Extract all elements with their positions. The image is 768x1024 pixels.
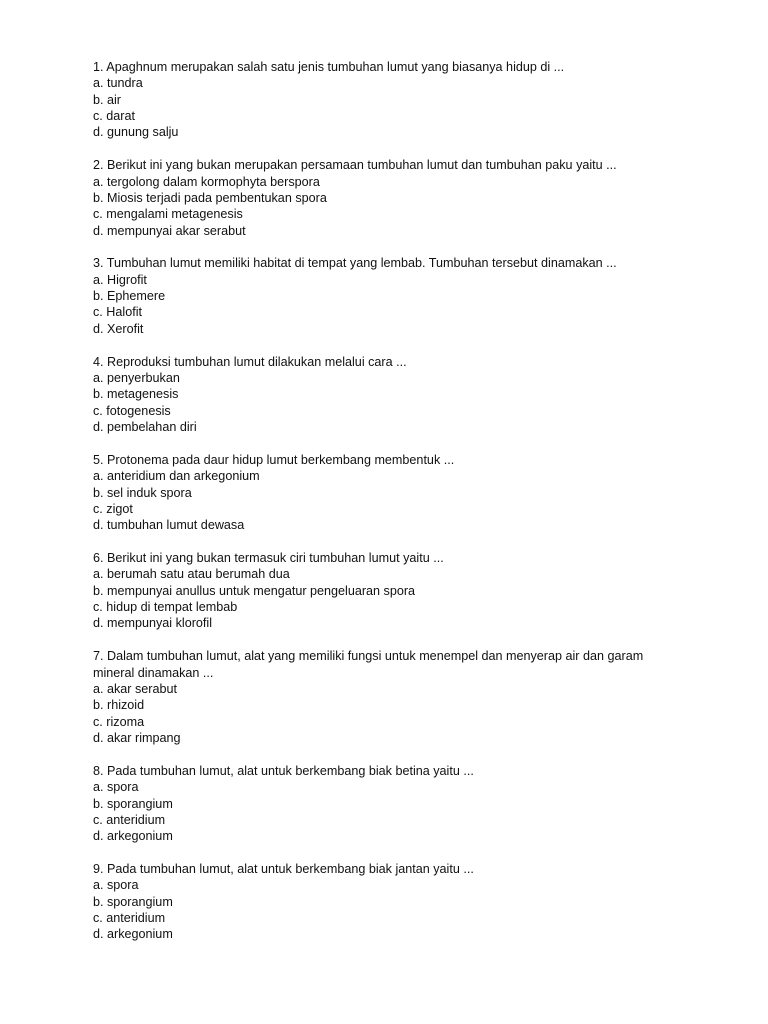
question-text-line-2: mineral dinamakan ... [93, 665, 214, 680]
question-text: 9. Pada tumbuhan lumut, alat untuk berkembang biak jantan yaitu ... [93, 862, 474, 877]
option-c: c. anteridium [93, 911, 166, 926]
question-text: 1. Apaghnum merupakan salah satu jenis tumbuhan lumut yang biasanya hidup di ... [93, 60, 565, 74]
option-a: a. spora [93, 780, 139, 795]
option-a: a. Higrofit [93, 272, 147, 287]
question-text: 6. Berikut ini yang bukan termasuk ciri tumbuhan lumut yaitu ... [93, 551, 444, 566]
question-text: 4. Reproduksi tumbuhan lumut dilakukan melalui cara ... [93, 354, 407, 369]
option-c: c. mengalami metagenesis [93, 207, 243, 222]
question-text: 5. Protonema pada daur hidup lumut berkembang membentuk ... [93, 452, 455, 467]
option-d: d. pembelahan diri [93, 420, 197, 435]
option-b: b. Ephemere [93, 289, 166, 304]
option-b: b. Miosis terjadi pada pembentukan spora [93, 190, 327, 205]
option-b: b. mempunyai anullus untuk mengatur pengeluaran spora [93, 583, 416, 598]
option-a: a. berumah satu atau berumah dua [93, 567, 290, 582]
option-b: b. sel induk spora [93, 485, 192, 500]
option-d: d. arkegonium [93, 927, 173, 942]
option-a: a. akar serabut [93, 682, 178, 696]
option-a: a. spora [93, 878, 139, 893]
option-c: c. anteridium [93, 812, 166, 827]
quiz-document [93, 59, 693, 959]
option-d: d. mempunyai akar serabut [93, 223, 246, 238]
option-a: a. tergolong dalam kormophyta berspora [93, 174, 320, 189]
question-text: 3. Tumbuhan lumut memiliki habitat di tempat yang lembab. Tumbuhan tersebut dinamakan ... [93, 256, 617, 271]
option-d: d. arkegonium [93, 829, 173, 844]
option-d: d. gunung salju [93, 125, 179, 140]
question-6 [93, 550, 693, 632]
question-text: 2. Berikut ini yang bukan merupakan persamaan tumbuhan lumut dan tumbuhan paku yaitu ... [93, 158, 617, 173]
question-8 [93, 763, 693, 845]
question-7 [93, 648, 693, 746]
option-b: b. rhizoid [93, 698, 145, 713]
option-c: c. fotogenesis [93, 403, 171, 418]
option-d: d. tumbuhan lumut dewasa [93, 518, 245, 533]
option-c: c. Halofit [93, 305, 142, 320]
question-4 [93, 354, 693, 436]
option-d: d. akar rimpang [93, 731, 181, 746]
option-c: c. hidup di tempat lembab [93, 600, 238, 615]
question-3 [93, 255, 693, 337]
option-a: a. anteridium dan arkegonium [93, 469, 260, 484]
question-text: 8. Pada tumbuhan lumut, alat untuk berkembang biak betina yaitu ... [93, 763, 474, 778]
option-d: d. Xerofit [93, 321, 144, 336]
option-a: a. penyerbukan [93, 371, 180, 385]
question-5 [93, 452, 693, 534]
option-c: c. zigot [93, 501, 133, 516]
option-d: d. mempunyai klorofil [93, 616, 212, 631]
option-b: b. air [93, 92, 121, 107]
option-a: a. tundra [93, 76, 143, 91]
option-c: c. darat [93, 109, 135, 124]
question-text-line-1: 7. Dalam tumbuhan lumut, alat yang memiliki fungsi untuk menempel dan menyerap air dan garam [93, 649, 644, 664]
question-2 [93, 157, 693, 239]
option-b: b. metagenesis [93, 387, 179, 402]
option-b: b. sporangium [93, 796, 173, 811]
option-b: b. sporangium [93, 894, 173, 909]
option-c: c. rizoma [93, 714, 145, 729]
question-1 [93, 59, 693, 141]
question-9 [93, 861, 693, 943]
